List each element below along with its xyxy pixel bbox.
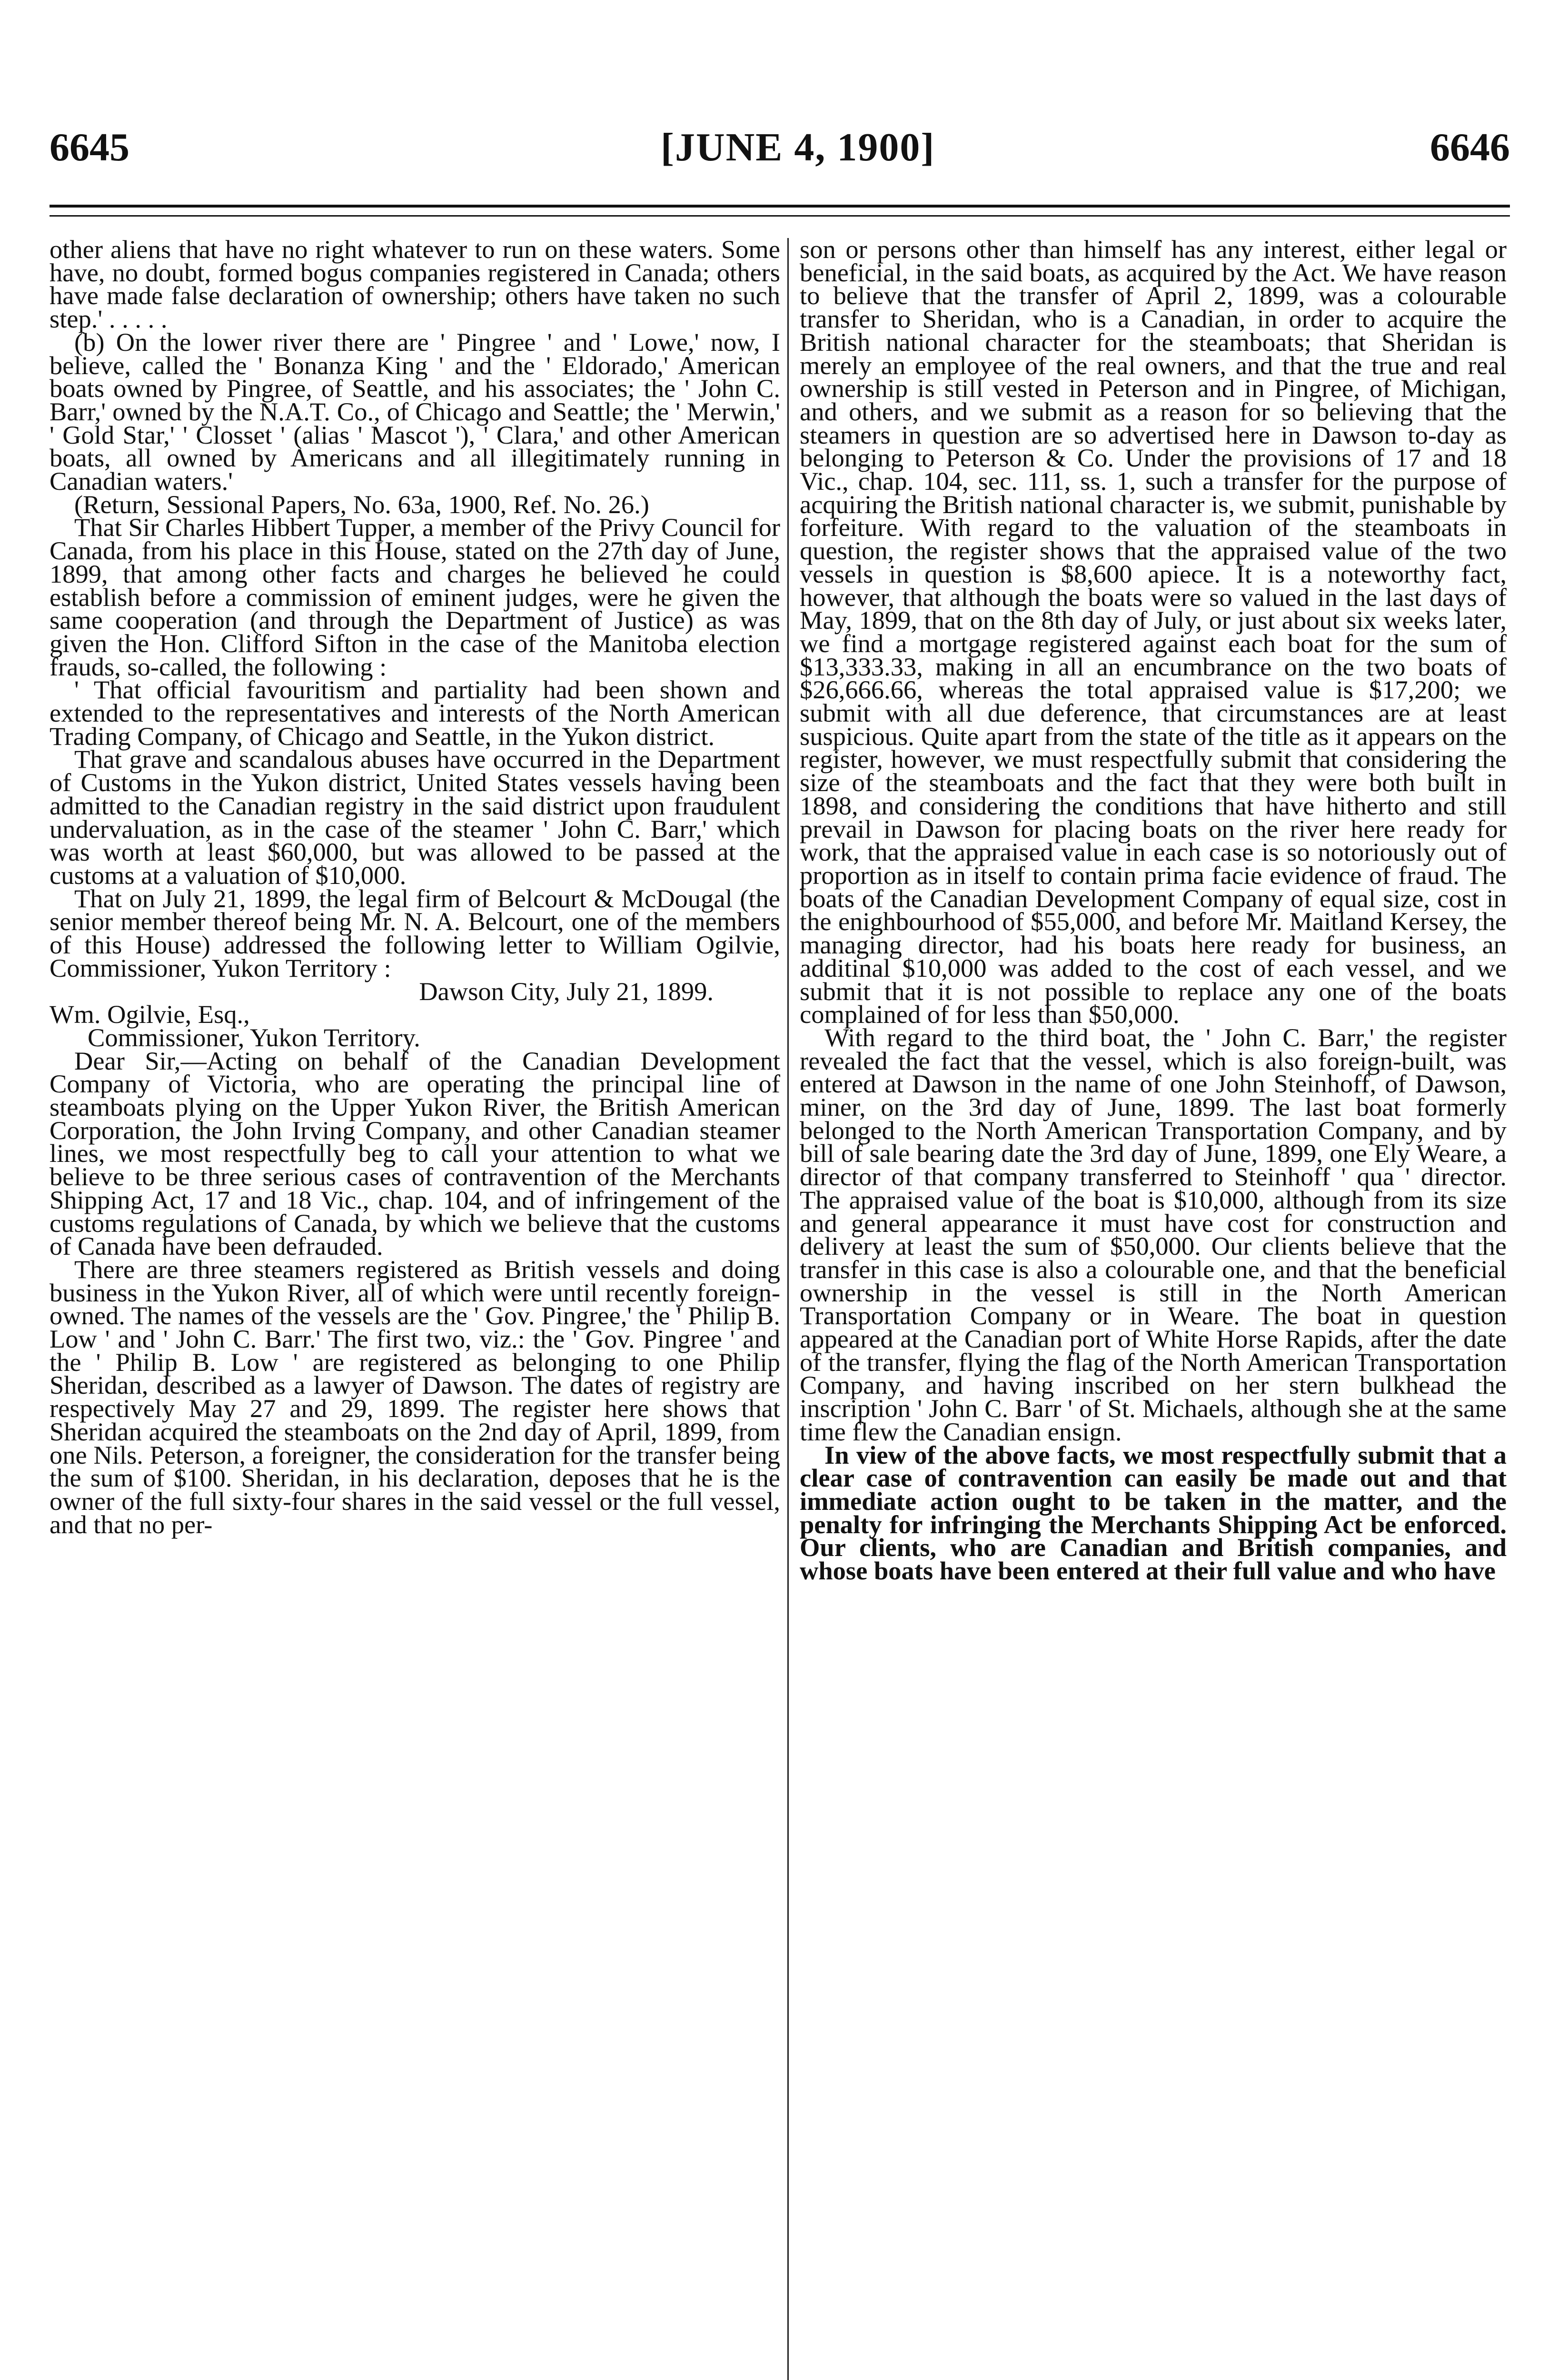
page-header bbox=[50, 119, 1510, 176]
paragraph: That grave and scandalous abuses have occurred in the Department of Customs in the Yukon district, United States vessels having been admitted to the Canadian registry in the said district upon fraudulent undervaluation, as in the case of the steamer ' John C. Barr,' which was worth at least $60,000, but was allowed to be passed at the customs at a valuation of $10,000. bbox=[50, 744, 780, 890]
paragraph: (Return, Sessional Papers, No. 63a, 1900, Ref. No. 26.) bbox=[74, 489, 649, 519]
paragraph: That Sir Charles Hibbert Tupper, a member of the Privy Council for Canada, from his place in this House, stated on the 27th day of June, 1899, that among other facts and charges he believed he could establish before a commission of eminent judges, were he given the same cooperation (and through the Department of Justice) as was given the Hon. Clifford Sifton in the case of the Manitoba election frauds, so-called, the following : bbox=[50, 513, 780, 681]
paragraph: With regard to the third boat, the ' John C. Barr,' the register revealed the fact that the vessel, which is also foreign-built, was entered at Dawson in the name of one John Steinhoff, of Dawson, miner, on the 3rd day of June, 1899. The last boat formerly belonged to the North American Transportation Company, and by bill of sale bearing date the 3rd day of June, 1899, one Ely Weare, a director of that company transferred to Steinhoff ' qua ' director. The appraised value of the boat is $10,000, although from its size and general appearance it must have cost for construction and delivery at least the sum of $50,000. Our clients believe that the transfer in this case is also a colourable one, and that the beneficial ownership in the vessel is still in the North American Transportation Company or in Weare. The boat in question appeared at the Canadian port of White Horse Rapids, after the date of the transfer, flying the flag of the North American Transportation Company, and having inscribed on her stern bulkhead the inscription ' John C. Barr ' of St. Michaels, although she at the same time flew the Canadian ensign. bbox=[800, 1022, 1507, 1446]
left-column bbox=[50, 238, 780, 2380]
letter-dateline: Dawson City, July 21, 1899. bbox=[419, 976, 714, 1006]
letter-addressee-title: Commissioner, Yukon Territory. bbox=[88, 1022, 420, 1052]
paragraph: (b) On the lower river there are ' Pingree ' and ' Lowe,' now, I believe, called the ' Bonanza King ' and the ' Eldorado,' American boats owned by Pingree, of Seattle, and his associates; the ' John C. Barr,' owned by the N.A.T. Co., of Chicago and Seattle; the ' Merwin,' ' Gold Star,' ' Closset ' (alias ' Mascot '), ' Clara,' and other American boats, all owned by Americans and all illegitimately running in Canadian waters.' bbox=[50, 327, 780, 496]
paragraph: In view of the above facts, we most respectfully submit that a clear case of contravention can easily be made out and that immediate action ought to be taken in the matter, and the penalty for infringing the Merchants Shipping Act be enforced. Our clients, who are Canadian and British companies, and whose boats have been entered at their full value and who have bbox=[800, 1440, 1507, 1586]
paragraph: Dear Sir,—Acting on behalf of the Canadian Development Company of Victoria, who are operating the principal line of steamboats plying on the Upper Yukon River, the British American Corporation, the John Irving Company, and other Canadian steamer lines, we most respectfully beg to call your attention to what we believe to be three serious cases of contravention of the Merchants Shipping Act, 17 and 18 Vic., chap. 104, and of infringement of the customs regulations of Canada, by which we believe that the customs of Canada have been defrauded. bbox=[50, 1046, 780, 1261]
header-rule-bottom bbox=[50, 215, 1510, 217]
letter-addressee: Wm. Ogilvie, Esq., bbox=[50, 1000, 250, 1029]
header-rule-top bbox=[50, 205, 1510, 208]
paragraph: That on July 21, 1899, the legal firm of Belcourt & McDougal (the senior member thereof being Mr. N. A. Belcourt, one of the members of this House) addressed the following letter to William Ogilvie, Commissioner, Yukon Territory : bbox=[50, 883, 780, 982]
right-column bbox=[800, 238, 1507, 2380]
paragraph: ' That official favouritism and partiality had been shown and extended to the representatives and interests of the North American Trading Company, of Chicago and Seattle, in the Yukon district. bbox=[50, 675, 780, 751]
page-date: [JUNE 4, 1900] bbox=[661, 125, 935, 169]
page-number-right: 6646 bbox=[1430, 125, 1510, 169]
paragraph: There are three steamers registered as British vessels and doing business in the Yukon River, all of which were until recently foreign-owned. The names of the vessels are the ' Gov. Pingree,' the ' Philip B. Low ' and ' John C. Barr.' The first two, viz.: the ' Gov. Pingree ' and the ' Philip B. Low ' are registered as belonging to one Philip Sheridan, described as a lawyer of Dawson. The dates of registry are respectively May 27 and 29, 1899. The register here shows that Sheridan acquired the steamboats on the 2nd day of April, 1899, from one Nils. Peterson, a foreigner, the consideration for the transfer being the sum of $100. Sheridan, in his declaration, deposes that he is the owner of the full sixty-four shares in the said vessel or the full vessel, and that no per- bbox=[50, 1254, 780, 1539]
column-divider bbox=[787, 238, 789, 2380]
paragraph: son or persons other than himself has any interest, either legal or beneficial, in the said boats, as acquired by the Act. We have reason to believe that the transfer of April 2, 1899, was a colourable transfer to Sheridan, who is a Canadian, in order to acquire the British national character for the steamboats; that Sheridan is merely an employee of the real owners, and that the true and real ownership is still vested in Peterson and in Pingree, of Michigan, and others, and we submit as a reason for so believing that the steamers in question are so advertised here in Dawson to-day as belonging to Peterson & Co. Under the provisions of 17 and 18 Vic., chap. 104, sec. 111, ss. 1, such a transfer for the purpose of acquiring the British national character is, we submit, punishable by forfeiture. With regard to the valuation of the steamboats in question, the register shows that the appraised value of the two vessels in question is $8,600 apiece. It is a noteworthy fact, however, that although the boats were so valued in the last days of May, 1899, that on the 8th day of July, or just about six weeks later, we find a mortgage registered against each boat for the sum of $13,333.33, making in all an encumbrance on the two boats of $26,666.66, whereas the total appraised value is $17,200; we submit with all due deference, that circumstances are at least suspicious. Quite apart from the state of the title as it appears on the register, however, we must respectfully submit that considering the size of the steamboats and the fact that they were both built in 1898, and considering the conditions that have hitherto and still prevail in Dawson for placing boats on the river here ready for work, that the appraised value in each case is so notoriously out of proportion as in itself to contain prima facie evidence of fraud. The boats of the Canadian Development Company of equal size, cost in the enighbourhood of $55,000, and before Mr. Maitland Kersey, the managing director, had his boats here ready for business, an additinal $10,000 was added to the cost of each vessel, and we submit that it is not possible to replace any one of the boats complained of for less than $50,000. bbox=[800, 238, 1507, 1029]
page-number-left: 6645 bbox=[50, 125, 129, 169]
paragraph: other aliens that have no right whatever to run on these waters. Some have, no doubt, formed bogus companies registered in Canada; others have made false declaration of ownership; others have taken no such step.' . . . . . bbox=[50, 238, 780, 334]
